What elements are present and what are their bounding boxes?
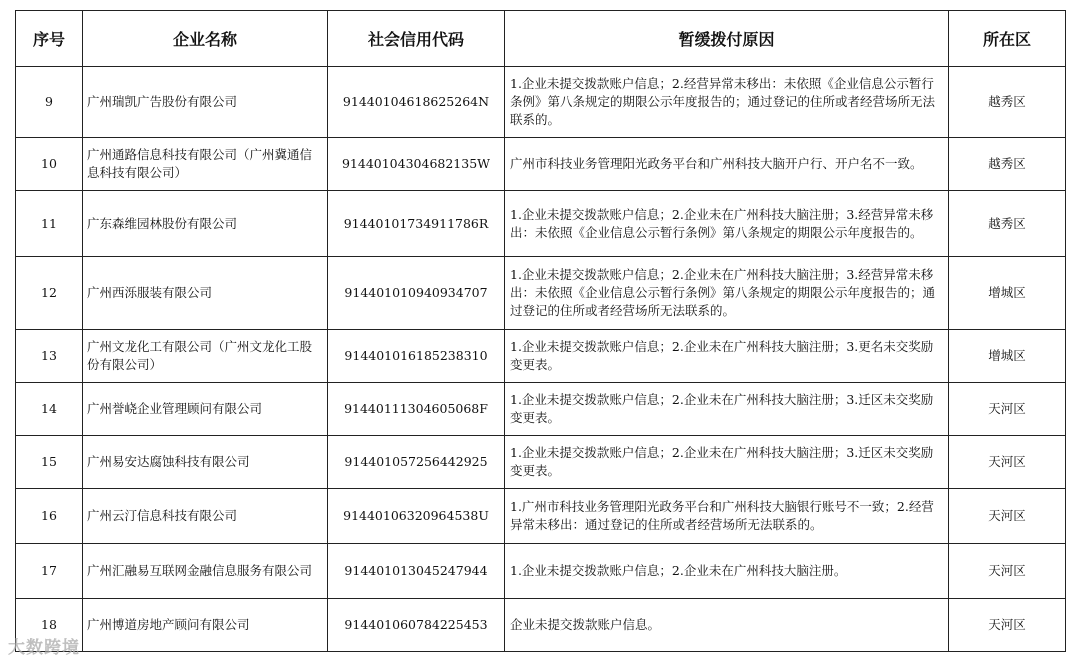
row-company-name: 广州云汀信息科技有限公司 xyxy=(83,489,328,544)
row-reason: 广州市科技业务管理阳光政务平台和广州科技大脑开户行、开户名不一致。 xyxy=(505,138,949,191)
table-row xyxy=(16,191,1066,257)
row-index: 16 xyxy=(16,489,83,544)
table-row xyxy=(16,67,1066,138)
row-district: 增城区 xyxy=(949,330,1066,383)
row-index: 17 xyxy=(16,544,83,599)
row-district: 增城区 xyxy=(949,257,1066,330)
table-row xyxy=(16,544,1066,599)
row-index: 15 xyxy=(16,436,83,489)
table-row xyxy=(16,436,1066,489)
row-index: 14 xyxy=(16,383,83,436)
row-reason: 1.企业未提交拨款账户信息；2.企业未在广州科技大脑注册；3.经营异常未移出：未依照《企业信息公示暂行条例》第八条规定的期限公示年度报告的。 xyxy=(505,191,949,257)
watermark-logo: 大数跨境 xyxy=(8,638,80,658)
row-district: 天河区 xyxy=(949,383,1066,436)
row-company-name: 广州汇融易互联网金融信息服务有限公司 xyxy=(83,544,328,599)
row-credit-code: 914401016185238310 xyxy=(328,330,505,383)
row-company-name: 广州文龙化工有限公司（广州文龙化工股份有限公司） xyxy=(83,330,328,383)
header-district: 所在区 xyxy=(949,11,1066,67)
row-credit-code: 914401057256442925 xyxy=(328,436,505,489)
row-company-name: 广州博道房地产顾问有限公司 xyxy=(83,599,328,652)
row-company-name: 广州瑞凯广告股份有限公司 xyxy=(83,67,328,138)
row-index: 18 xyxy=(16,599,83,652)
row-company-name: 广州誉峣企业管理顾问有限公司 xyxy=(83,383,328,436)
row-index: 13 xyxy=(16,330,83,383)
row-reason: 1.广州市科技业务管理阳光政务平台和广州科技大脑银行账号不一致；2.经营异常未移出：通过登记的住所或者经营场所无法联系的。 xyxy=(505,489,949,544)
row-index: 11 xyxy=(16,191,83,257)
header-index: 序号 xyxy=(16,11,83,67)
row-district: 天河区 xyxy=(949,436,1066,489)
row-credit-code: 914401013045247944 xyxy=(328,544,505,599)
row-index: 9 xyxy=(16,67,83,138)
row-index: 12 xyxy=(16,257,83,330)
row-credit-code: 91440101734911786R xyxy=(328,191,505,257)
header-credit-code: 社会信用代码 xyxy=(328,11,505,67)
row-district: 越秀区 xyxy=(949,138,1066,191)
table-row xyxy=(16,330,1066,383)
row-district: 天河区 xyxy=(949,544,1066,599)
row-reason: 1.企业未提交拨款账户信息；2.企业未在广州科技大脑注册；3.更名未交奖励变更表。 xyxy=(505,330,949,383)
table-header-row xyxy=(16,11,1066,67)
row-company-name: 广州通路信息科技有限公司（广州冀通信息科技有限公司） xyxy=(83,138,328,191)
row-credit-code: 914401060784225453 xyxy=(328,599,505,652)
table-row xyxy=(16,599,1066,652)
table-row xyxy=(16,257,1066,330)
row-credit-code: 91440106320964538U xyxy=(328,489,505,544)
table-row xyxy=(16,489,1066,544)
row-credit-code: 91440104304682135W xyxy=(328,138,505,191)
suspended-funding-table xyxy=(15,10,1066,652)
row-reason: 1.企业未提交拨款账户信息；2.企业未在广州科技大脑注册；3.经营异常未移出：未依照《企业信息公示暂行条例》第八条规定的期限公示年度报告的；通过登记的住所或者经营场所无法联系的。 xyxy=(505,257,949,330)
row-district: 越秀区 xyxy=(949,191,1066,257)
row-reason: 企业未提交拨款账户信息。 xyxy=(505,599,949,652)
row-company-name: 广州易安达腐蚀科技有限公司 xyxy=(83,436,328,489)
row-credit-code: 91440111304605068F xyxy=(328,383,505,436)
row-reason: 1.企业未提交拨款账户信息；2.经营异常未移出：未依照《企业信息公示暂行条例》第八条规定的期限公示年度报告的；通过登记的住所或者经营场所无法联系的。 xyxy=(505,67,949,138)
row-company-name: 广州西泺服装有限公司 xyxy=(83,257,328,330)
header-company-name: 企业名称 xyxy=(83,11,328,67)
row-district: 天河区 xyxy=(949,599,1066,652)
table-row xyxy=(16,383,1066,436)
row-credit-code: 91440104618625264N xyxy=(328,67,505,138)
row-credit-code: 914401010940934707 xyxy=(328,257,505,330)
header-reason: 暂缓拨付原因 xyxy=(505,11,949,67)
row-reason: 1.企业未提交拨款账户信息；2.企业未在广州科技大脑注册。 xyxy=(505,544,949,599)
table-row xyxy=(16,138,1066,191)
row-reason: 1.企业未提交拨款账户信息；2.企业未在广州科技大脑注册；3.迁区未交奖励变更表。 xyxy=(505,383,949,436)
row-company-name: 广东森维园林股份有限公司 xyxy=(83,191,328,257)
row-index: 10 xyxy=(16,138,83,191)
row-district: 天河区 xyxy=(949,489,1066,544)
row-district: 越秀区 xyxy=(949,67,1066,138)
row-reason: 1.企业未提交拨款账户信息；2.企业未在广州科技大脑注册；3.迁区未交奖励变更表。 xyxy=(505,436,949,489)
